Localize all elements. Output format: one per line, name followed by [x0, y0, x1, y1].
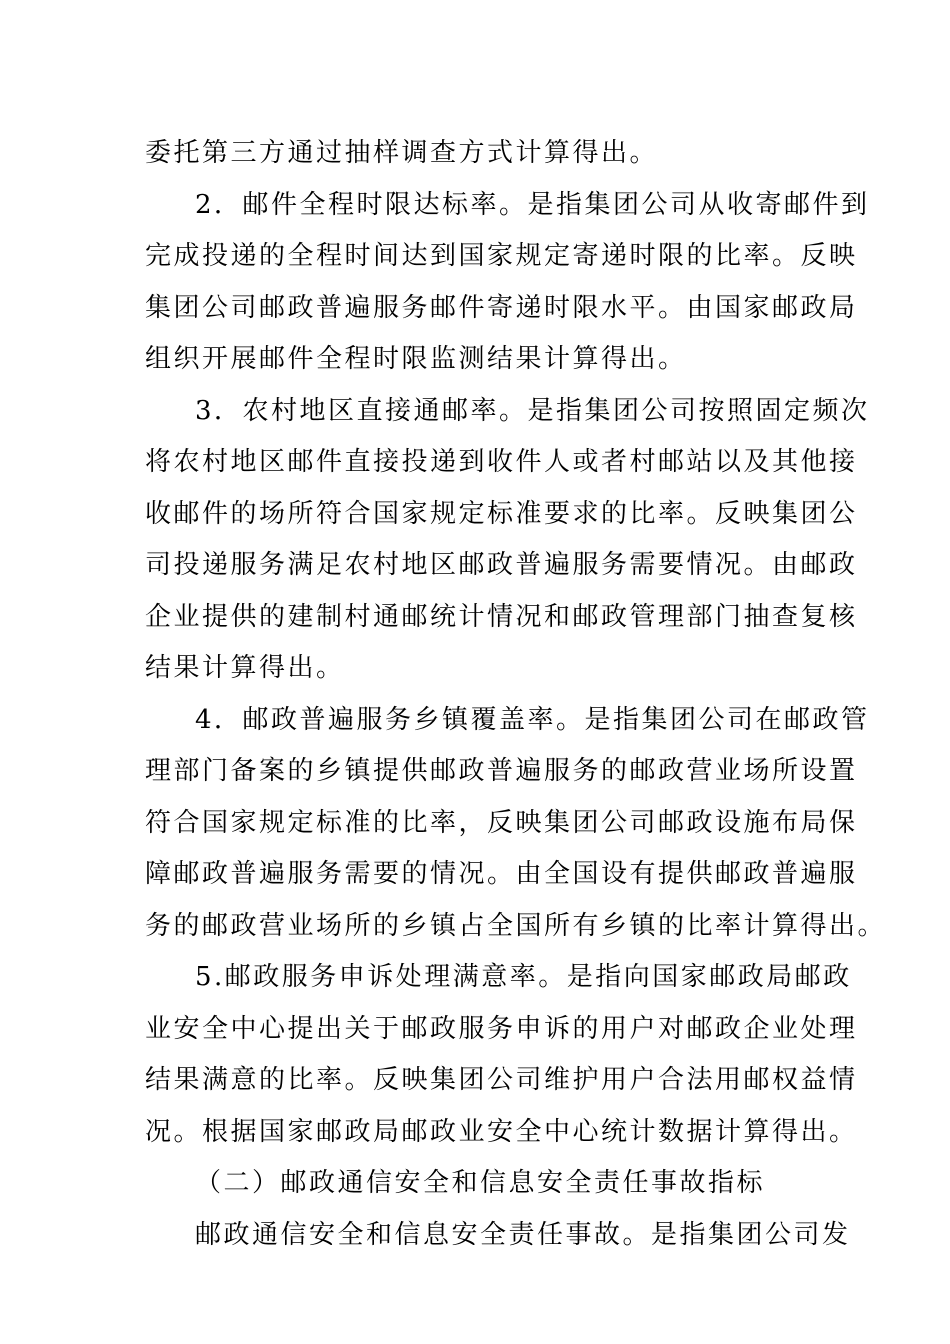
text-line: 2．邮件全程时限达标率。是指集团公司从收寄邮件到 [195, 189, 870, 220]
text-line: 完成投递的全程时间达到国家规定寄递时限的比率。反映 [145, 241, 858, 271]
text-line: 3．农村地区直接通邮率。是指集团公司按照固定频次 [195, 395, 870, 426]
text-line: 结果满意的比率。反映集团公司维护用户合法用邮权益情 [145, 1065, 858, 1095]
text-line: 组织开展邮件全程时限监测结果计算得出。 [145, 344, 687, 374]
text-line: 结果计算得出。 [145, 653, 345, 683]
text-line: 集团公司邮政普遍服务邮件寄递时限水平。由国家邮政局 [145, 292, 858, 323]
text-line: 企业提供的建制村通邮统计情况和邮政管理部门抽查复核 [145, 601, 858, 632]
text-line: 收邮件的场所符合国家规定标准要求的比率。反映集团公 [145, 498, 858, 529]
text-line: 邮政通信安全和信息安全责任事故。是指集团公司发 [195, 1219, 851, 1250]
text-line: 况。根据国家邮政局邮政业安全中心统计数据计算得出。 [145, 1116, 858, 1147]
text-line: 司投递服务满足农村地区邮政普遍服务需要情况。由邮政 [145, 550, 858, 580]
text-line: 将农村地区邮件直接投递到收件人或者村邮站以及其他接 [145, 447, 858, 477]
section-heading: （二）邮政通信安全和信息安全责任事故指标 [195, 1168, 766, 1198]
text-line: 4．邮政普遍服务乡镇覆盖率。是指集团公司在邮政管 [195, 704, 870, 735]
document-body [145, 128, 887, 1261]
text-line: 理部门备案的乡镇提供邮政普遍服务的邮政营业场所设置 [145, 756, 858, 786]
text-line: 务的邮政营业场所的乡镇占全国所有乡镇的比率计算得出。 [145, 910, 887, 941]
text-line: 障邮政普遍服务需要的情况。由全国设有提供邮政普遍服 [145, 859, 858, 889]
text-line: 业安全中心提出关于邮政服务申诉的用户对邮政企业处理 [145, 1013, 858, 1044]
text-line: 5.邮政服务申诉处理满意率。是指向国家邮政局邮政 [195, 962, 852, 992]
text-line: 符合国家规定标准的比率，反映集团公司邮政设施布局保 [145, 807, 858, 838]
text-line: 委托第三方通过抽样调查方式计算得出。 [145, 138, 659, 168]
